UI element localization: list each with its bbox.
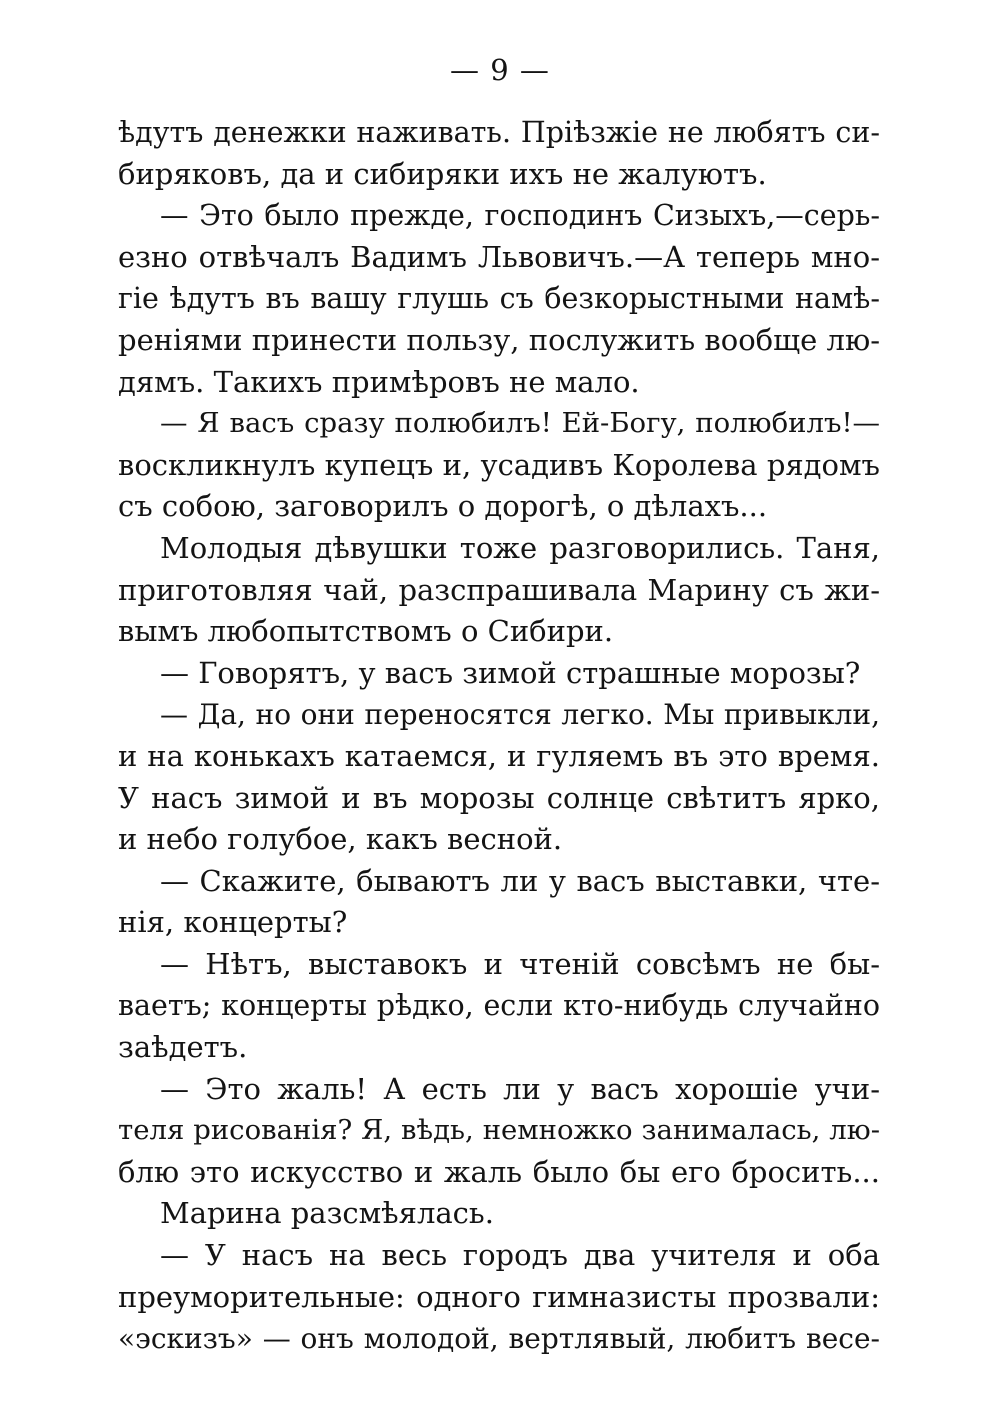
text-line: дямъ. Такихъ примѣровъ не мало. [118, 364, 640, 399]
text-line: гіе ѣдутъ въ вашу глушь съ безкорыстными намѣ- [118, 282, 880, 316]
text-line: — Я васъ сразу полюбилъ! Ей-Богу, полюбилъ!— [160, 407, 880, 440]
text-line: реніями принести пользу, послужить вообще лю- [118, 322, 880, 357]
text-line: теля рисованія? Я, вѣдь, немножко занималась, лю- [118, 1114, 880, 1147]
text-line: Марина разсмѣялась. [160, 1196, 494, 1231]
text-line: — Это жаль! А есть ли у васъ хорошіе учи- [160, 1071, 880, 1106]
text-line: езно отвѣчалъ Вадимъ Львовичъ.—А теперь мно- [118, 239, 880, 274]
text-line: вымъ любопытствомъ о Сибири. [118, 614, 614, 649]
text-line: У насъ зимой и въ морозы солнце свѣтитъ ярко, [118, 780, 880, 815]
text-line: — Скажите, бываютъ ли у васъ выставки, чте- [160, 863, 880, 898]
text-line: преуморительные: одного гимназисты прозвали: [118, 1279, 880, 1314]
text-line: — Да, но они переносятся легко. Мы привыкли, [160, 698, 880, 732]
text-line: нія, концерты? [118, 905, 348, 940]
text-line: — Нѣтъ, выставокъ и чтеній совсѣмъ не бы- [160, 946, 880, 981]
text-line: — Говорятъ, у васъ зимой страшные морозы? [160, 655, 861, 690]
text-line: Молодыя дѣвушки тоже разговорились. Таня, [160, 530, 880, 565]
text-line: — У насъ на весь городъ два учителя и оба [160, 1238, 880, 1273]
text-line: и небо голубое, какъ весной. [118, 822, 563, 857]
text-line: — Это было прежде, господинъ Сизыхъ,—серь- [160, 199, 880, 233]
text-line: ѣдутъ денежки наживать. Пріѣзжіе не любятъ си- [118, 116, 880, 149]
text-line: съ собою, заговорилъ о дорогѣ, о дѣлахъ... [118, 489, 768, 524]
text-line: ваетъ; концерты рѣдко, если кто-нибудь случайно [118, 989, 880, 1023]
page-body-text [118, 112, 880, 1360]
text-line: блю это искусство и жаль было бы его бросить... [118, 1154, 880, 1189]
text-line: приготовляя чай, разспрашивала Марину съ жи- [118, 572, 880, 607]
page-number: — 9 — [450, 53, 550, 87]
text-line: и на конькахъ катаемся, и гуляемъ въ это время. [118, 738, 880, 773]
text-line: заѣдетъ. [118, 1030, 248, 1065]
text-line: «эскизъ» — онъ молодой, вертлявый, любитъ весе- [118, 1322, 880, 1356]
text-line: биряковъ, да и сибиряки ихъ не жалуютъ. [118, 156, 767, 191]
text-line: воскликнулъ купецъ и, усадивъ Королева рядомъ [118, 447, 880, 482]
